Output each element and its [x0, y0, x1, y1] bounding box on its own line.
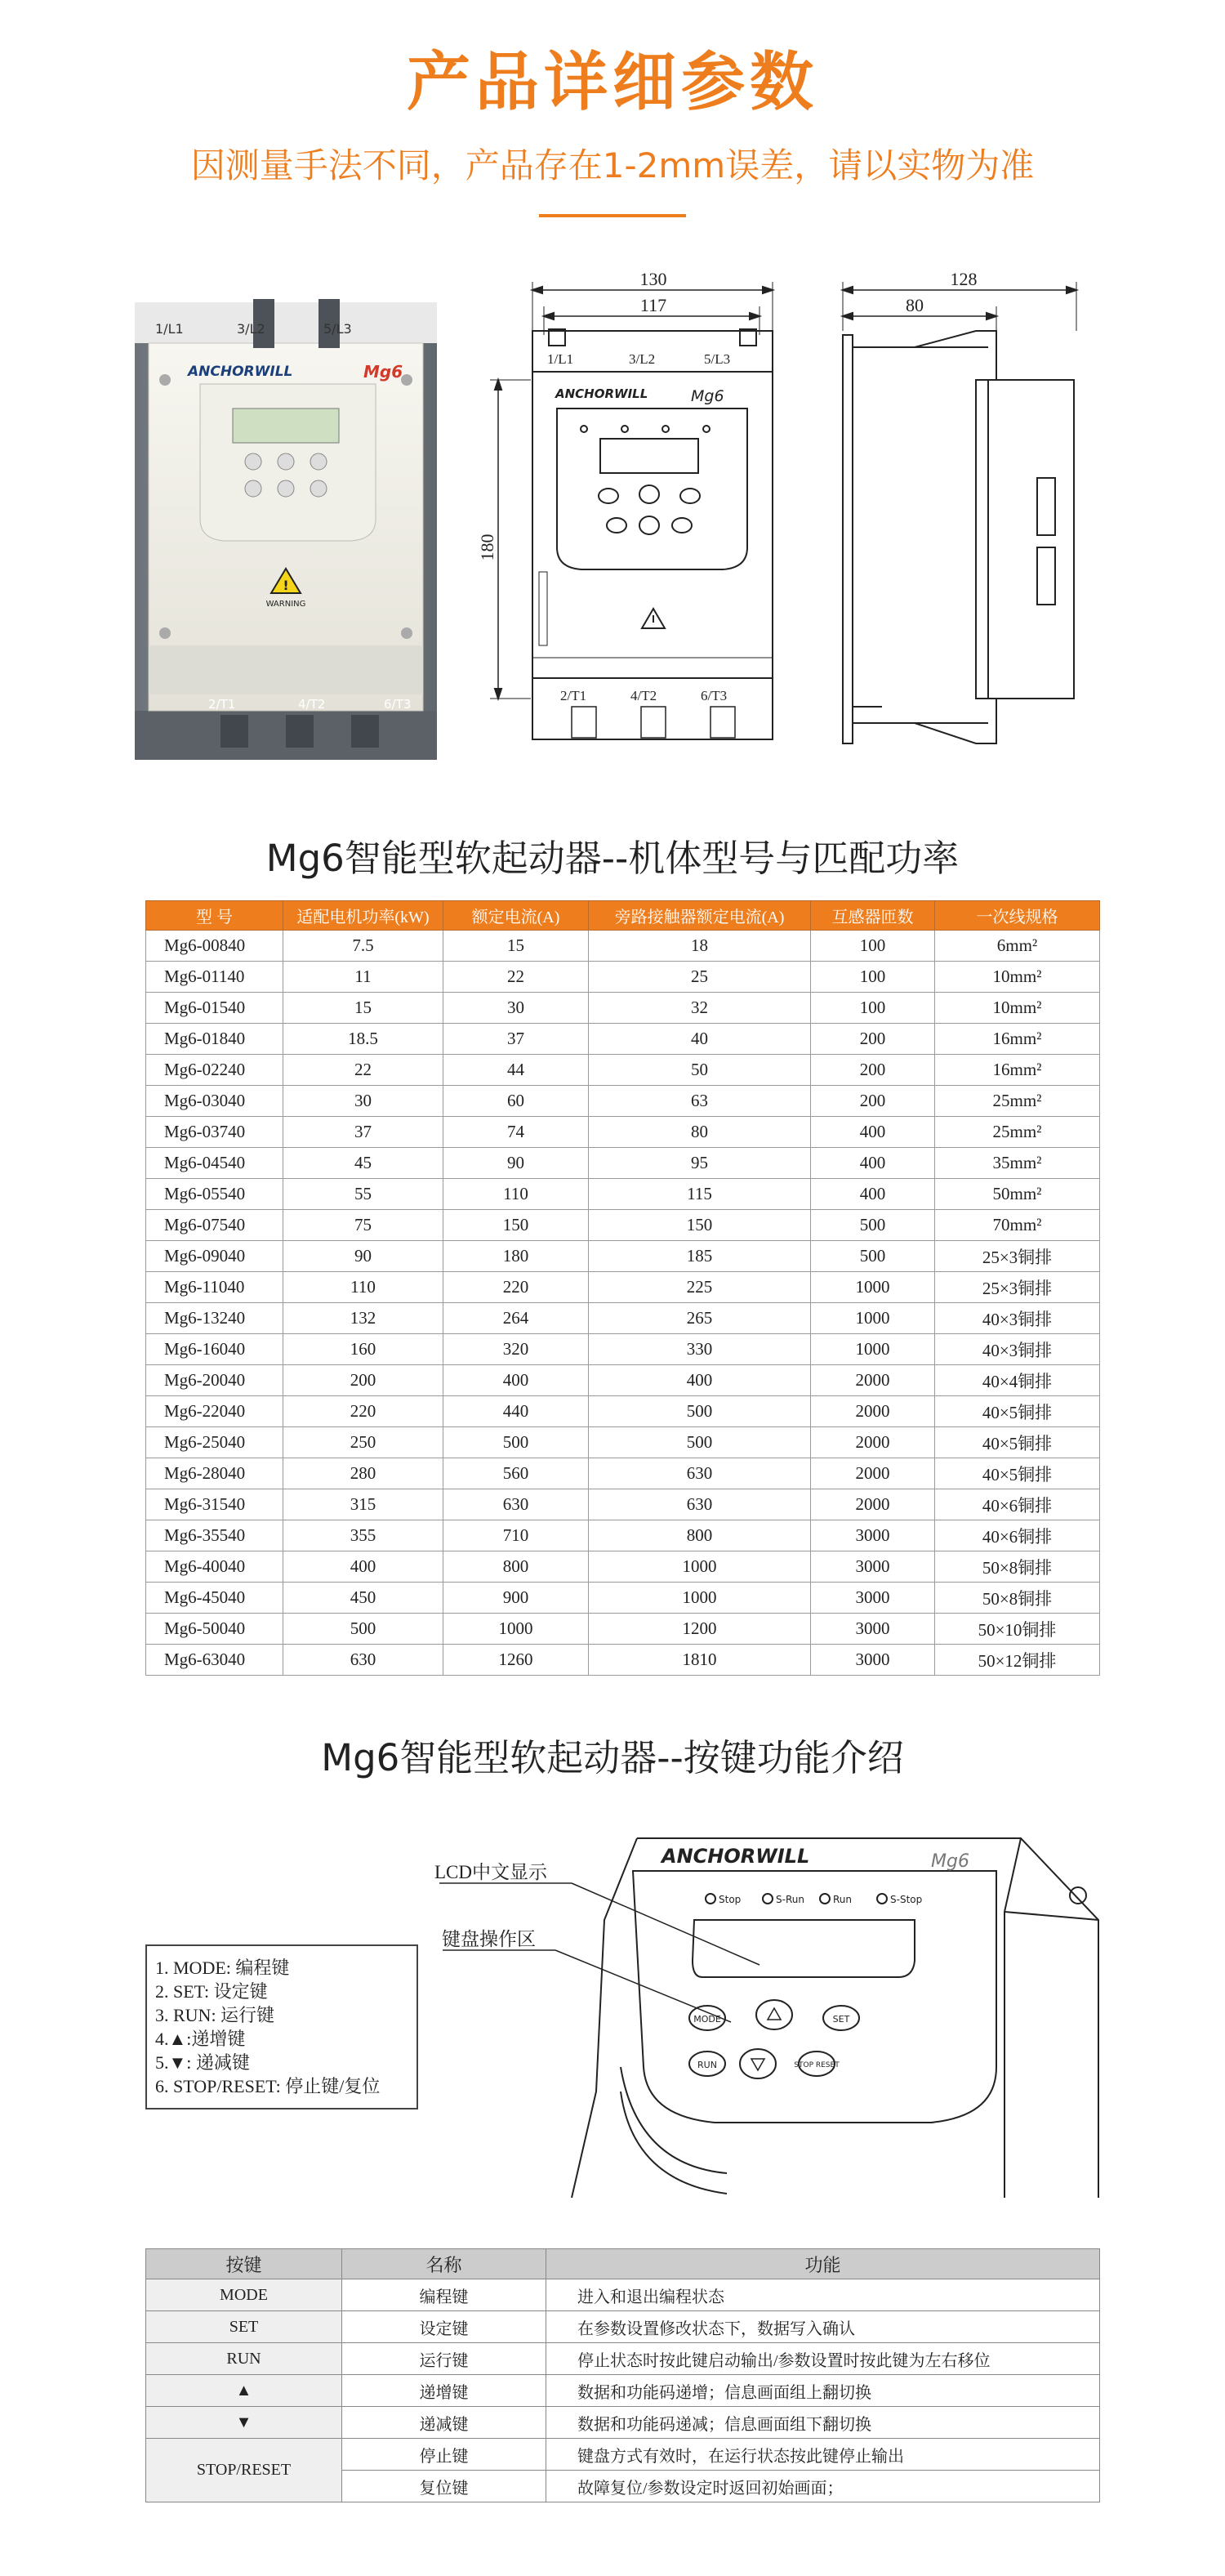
key-table-row: [146, 2407, 1100, 2439]
spec-cell: 265: [589, 1303, 811, 1334]
photo-warning: WARNING: [265, 600, 306, 609]
drawing-brand: ANCHORWILL: [555, 386, 648, 401]
spec-header-cell: 型 号: [146, 901, 283, 931]
spec-cell: 95: [589, 1148, 811, 1179]
spec-cell: 200: [283, 1365, 443, 1396]
spec-cell: 40×5铜排: [935, 1427, 1100, 1458]
spec-row: [146, 1583, 1100, 1614]
spec-cell: 150: [589, 1210, 811, 1241]
product-photo: [131, 302, 441, 760]
key-table-header-name: 名称: [342, 2249, 546, 2279]
spec-cell: 100: [811, 993, 935, 1024]
spec-row: [146, 1272, 1100, 1303]
legend-item: 2. SET: 设定键: [155, 1981, 268, 2002]
spec-cell: 18.5: [283, 1024, 443, 1055]
spec-cell: 40×5铜排: [935, 1396, 1100, 1427]
drawing-terminal-top-3: 5/L3: [704, 351, 731, 367]
spec-cell: 50×8铜排: [935, 1583, 1100, 1614]
spec-cell: 110: [443, 1179, 589, 1210]
callout-keypad: 键盘操作区: [442, 1929, 536, 1949]
spec-cell: Mg6-50040: [146, 1614, 283, 1645]
spec-cell: 100: [811, 931, 935, 962]
spec-cell: 18: [589, 931, 811, 962]
spec-cell: 25mm²: [935, 1086, 1100, 1117]
spec-cell: 330: [589, 1334, 811, 1365]
key-key-cell: MODE: [146, 2279, 342, 2311]
spec-cell: 32: [589, 993, 811, 1024]
legend-item: 6. STOP/RESET: 停止键/复位: [155, 2076, 381, 2096]
spec-row: [146, 993, 1100, 1024]
spec-cell: Mg6-04540: [146, 1148, 283, 1179]
spec-cell: 500: [589, 1427, 811, 1458]
spec-cell: 315: [283, 1489, 443, 1520]
spec-cell: 3000: [811, 1614, 935, 1645]
spec-header-cell: 额定电流(A): [443, 901, 589, 931]
svg-text:Mg6: Mg6: [931, 1851, 969, 1872]
spec-cell: 200: [811, 1055, 935, 1086]
spec-cell: 37: [443, 1024, 589, 1055]
legend-item: 4.▲:递增键: [155, 2029, 246, 2049]
spec-row: [146, 1055, 1100, 1086]
spec-cell: 630: [589, 1489, 811, 1520]
spec-cell: 630: [443, 1489, 589, 1520]
spec-cell: 400: [811, 1117, 935, 1148]
spec-cell: 50×8铜排: [935, 1551, 1100, 1583]
photo-terminal-bottom-3: 6/T3: [384, 697, 412, 712]
drawing-terminal-bottom-2: 4/T2: [630, 688, 657, 703]
spec-row: [146, 1148, 1100, 1179]
key-table-row: [146, 2439, 1100, 2471]
spec-cell: 7.5: [283, 931, 443, 962]
spec-cell: 264: [443, 1303, 589, 1334]
key-name-cell: 递增键: [342, 2375, 546, 2407]
svg-text:!: !: [283, 578, 289, 593]
key-name-cell: 停止键: [342, 2439, 546, 2471]
spec-cell: 500: [811, 1241, 935, 1272]
spec-cell: 400: [811, 1179, 935, 1210]
spec-row: [146, 1645, 1100, 1676]
keys-section-title: Mg6智能型软起动器--按键功能介绍: [321, 1736, 904, 1779]
spec-cell: 50: [589, 1055, 811, 1086]
spec-row: [146, 1179, 1100, 1210]
spec-cell: 40×6铜排: [935, 1520, 1100, 1551]
photo-terminal-top-2: 3/L2: [237, 321, 265, 337]
spec-cell: 25mm²: [935, 1117, 1100, 1148]
spec-cell: 185: [589, 1241, 811, 1272]
dim-side-outer: 128: [950, 269, 978, 289]
spec-cell: Mg6-45040: [146, 1583, 283, 1614]
spec-row: [146, 931, 1100, 962]
spec-cell: 40×5铜排: [935, 1458, 1100, 1489]
spec-cell: 37: [283, 1117, 443, 1148]
spec-header-cell: 互感器匝数: [811, 901, 935, 931]
spec-cell: 100: [811, 962, 935, 993]
spec-cell: Mg6-13240: [146, 1303, 283, 1334]
key-table-row: [146, 2343, 1100, 2375]
spec-cell: 60: [443, 1086, 589, 1117]
spec-cell: Mg6-20040: [146, 1365, 283, 1396]
key-func-cell: 进入和退出编程状态: [546, 2279, 1100, 2311]
spec-cell: 280: [283, 1458, 443, 1489]
spec-cell: Mg6-01540: [146, 993, 283, 1024]
spec-cell: 225: [589, 1272, 811, 1303]
spec-row: [146, 1210, 1100, 1241]
key-name-cell: 复位键: [342, 2471, 546, 2502]
photo-brand: ANCHORWILL: [188, 364, 293, 380]
page-subtitle: 因测量手法不同，产品存在1-2mm误差，请以实物为准: [190, 145, 1035, 185]
spec-row: [146, 1303, 1100, 1334]
spec-cell: 25: [589, 962, 811, 993]
panel-key-set: SET: [832, 2014, 850, 2025]
spec-cell: 500: [443, 1427, 589, 1458]
spec-cell: 150: [443, 1210, 589, 1241]
photo-terminal-top-1: 1/L1: [155, 321, 184, 337]
drawing-terminal-bottom-1: 2/T1: [560, 688, 587, 703]
spec-cell: 1000: [443, 1614, 589, 1645]
spec-row: [146, 962, 1100, 993]
spec-cell: 16mm²: [935, 1024, 1100, 1055]
drawing-terminal-bottom-3: 6/T3: [701, 688, 728, 703]
spec-cell: Mg6-01840: [146, 1024, 283, 1055]
key-function-table: [145, 2248, 1100, 2502]
svg-text:ANCHORWILL: ANCHORWILL: [662, 1845, 810, 1868]
spec-cell: 50×12铜排: [935, 1645, 1100, 1676]
spec-cell: 10mm²: [935, 962, 1100, 993]
spec-cell: 200: [811, 1024, 935, 1055]
spec-cell: Mg6-22040: [146, 1396, 283, 1427]
key-func-cell: 在参数设置修改状态下，数据写入确认: [546, 2311, 1100, 2343]
spec-cell: 90: [283, 1241, 443, 1272]
key-func-cell: 数据和功能码递增；信息画面组上翻切换: [546, 2375, 1100, 2407]
key-table-header-func: 功能: [546, 2249, 1100, 2279]
dim-side-inner: 80: [906, 295, 924, 315]
spec-cell: 40: [589, 1024, 811, 1055]
spec-cell: 15: [443, 931, 589, 962]
spec-row: [146, 1241, 1100, 1272]
spec-cell: 1000: [811, 1272, 935, 1303]
spec-cell: 220: [283, 1396, 443, 1427]
spec-cell: 50×10铜排: [935, 1614, 1100, 1645]
spec-cell: 3000: [811, 1551, 935, 1583]
drawing-terminal-top-1: 1/L1: [547, 351, 574, 367]
key-key-cell: RUN: [146, 2343, 342, 2375]
spec-cell: Mg6-31540: [146, 1489, 283, 1520]
spec-cell: Mg6-01140: [146, 962, 283, 993]
spec-row: [146, 1334, 1100, 1365]
key-func-cell: 停止状态时按此键启动输出/参数设置时按此键为左右移位: [546, 2343, 1100, 2375]
legend-item: 1. MODE: 编程键: [155, 1958, 290, 1978]
drawing-model: Mg6: [691, 387, 724, 405]
spec-cell: 400: [811, 1148, 935, 1179]
spec-cell: 50mm²: [935, 1179, 1100, 1210]
spec-cell: 55: [283, 1179, 443, 1210]
key-key-cell: SET: [146, 2311, 342, 2343]
spec-cell: 630: [589, 1458, 811, 1489]
photo-terminal-bottom-2: 4/T2: [298, 697, 326, 712]
spec-cell: 70mm²: [935, 1210, 1100, 1241]
spec-cell: 115: [589, 1179, 811, 1210]
spec-cell: 560: [443, 1458, 589, 1489]
dim-width-outer: 130: [639, 269, 667, 289]
spec-cell: 75: [283, 1210, 443, 1241]
front-dimension-drawing: [477, 266, 792, 772]
key-table-header-key: 按键: [146, 2249, 342, 2279]
spec-cell: 63: [589, 1086, 811, 1117]
spec-cell: 40×6铜排: [935, 1489, 1100, 1520]
spec-cell: 320: [443, 1334, 589, 1365]
key-name-cell: 运行键: [342, 2343, 546, 2375]
spec-row: [146, 1396, 1100, 1427]
spec-cell: 2000: [811, 1458, 935, 1489]
spec-cell: 15: [283, 993, 443, 1024]
indicator-run: Run: [833, 1894, 853, 1905]
spec-cell: Mg6-00840: [146, 931, 283, 962]
callout-lcd: LCD中文显示: [434, 1862, 547, 1882]
key-func-cell: 数据和功能码递减；信息画面组下翻切换: [546, 2407, 1100, 2439]
key-name-cell: 递减键: [342, 2407, 546, 2439]
legend-item: 3. RUN: 运行键: [155, 2005, 275, 2025]
spec-cell: 900: [443, 1583, 589, 1614]
spec-cell: 11: [283, 962, 443, 993]
spec-cell: 1200: [589, 1614, 811, 1645]
spec-cell: 1000: [811, 1334, 935, 1365]
spec-cell: 44: [443, 1055, 589, 1086]
spec-cell: 30: [443, 993, 589, 1024]
spec-cell: 132: [283, 1303, 443, 1334]
key-func-cell: 键盘方式有效时，在运行状态按此键停止输出: [546, 2439, 1100, 2471]
spec-cell: 710: [443, 1520, 589, 1551]
photo-terminal-bottom-1: 2/T1: [208, 697, 236, 712]
spec-row: [146, 1458, 1100, 1489]
spec-cell: 10mm²: [935, 993, 1100, 1024]
spec-cell: 200: [811, 1086, 935, 1117]
spec-cell: 3000: [811, 1645, 935, 1676]
spec-cell: 400: [283, 1551, 443, 1583]
key-name-cell: 设定键: [342, 2311, 546, 2343]
spec-cell: 16mm²: [935, 1055, 1100, 1086]
spec-cell: 2000: [811, 1365, 935, 1396]
title-divider: [539, 214, 686, 217]
spec-row: [146, 1365, 1100, 1396]
spec-cell: 630: [283, 1645, 443, 1676]
spec-cell: 2000: [811, 1396, 935, 1427]
spec-cell: 250: [283, 1427, 443, 1458]
spec-cell: 800: [589, 1520, 811, 1551]
page-title: 产品详细参数: [406, 46, 818, 119]
spec-cell: 3000: [811, 1583, 935, 1614]
spec-cell: 500: [589, 1396, 811, 1427]
spec-cell: 2000: [811, 1489, 935, 1520]
spec-cell: 74: [443, 1117, 589, 1148]
spec-cell: 2000: [811, 1427, 935, 1458]
spec-cell: 400: [443, 1365, 589, 1396]
spec-cell: 22: [443, 962, 589, 993]
photo-terminal-top-3: 5/L3: [323, 321, 352, 337]
spec-row: [146, 1024, 1100, 1055]
spec-row: [146, 1117, 1100, 1148]
spec-cell: 3000: [811, 1520, 935, 1551]
spec-cell: 80: [589, 1117, 811, 1148]
spec-cell: 400: [589, 1365, 811, 1396]
key-table-row: [146, 2279, 1100, 2311]
photo-model: Mg6: [363, 362, 403, 382]
spec-section-title: Mg6智能型软起动器--机体型号与匹配功率: [265, 837, 960, 880]
spec-cell: Mg6-40040: [146, 1551, 283, 1583]
spec-cell: 40×3铜排: [935, 1303, 1100, 1334]
spec-cell: 1000: [589, 1551, 811, 1583]
spec-row: [146, 1427, 1100, 1458]
spec-cell: Mg6-03740: [146, 1117, 283, 1148]
spec-cell: 90: [443, 1148, 589, 1179]
indicator-stop: Stop: [719, 1894, 742, 1905]
spec-row: [146, 1520, 1100, 1551]
panel-key-run: RUN: [697, 2060, 717, 2070]
spec-cell: 45: [283, 1148, 443, 1179]
side-dimension-drawing: [833, 266, 1094, 772]
spec-cell: 40×3铜排: [935, 1334, 1100, 1365]
spec-cell: 25×3铜排: [935, 1272, 1100, 1303]
key-legend: [145, 1944, 418, 2109]
key-name-cell: 编程键: [342, 2279, 546, 2311]
spec-cell: 22: [283, 1055, 443, 1086]
spec-cell: 160: [283, 1334, 443, 1365]
spec-cell: 1000: [811, 1303, 935, 1334]
keypad-panel-drawing: [433, 1822, 1102, 2198]
dim-height: 180: [477, 534, 497, 561]
drawing-terminal-top-2: 3/L2: [629, 351, 656, 367]
spec-cell: Mg6-03040: [146, 1086, 283, 1117]
spec-cell: Mg6-09040: [146, 1241, 283, 1272]
key-cell: STOP/RESET: [146, 2439, 342, 2502]
spec-row: [146, 1489, 1100, 1520]
spec-row: [146, 1551, 1100, 1583]
spec-header-cell: 适配电机功率(kW): [283, 901, 443, 931]
spec-cell: 1810: [589, 1645, 811, 1676]
key-key-cell: ▼: [146, 2407, 342, 2439]
spec-cell: 500: [283, 1614, 443, 1645]
panel-key-stop-reset: STOP RESET: [794, 2061, 840, 2069]
spec-row: [146, 1614, 1100, 1645]
spec-cell: 355: [283, 1520, 443, 1551]
indicator-s-stop: S-Stop: [890, 1894, 923, 1905]
spec-cell: Mg6-28040: [146, 1458, 283, 1489]
spec-cell: 25×3铜排: [935, 1241, 1100, 1272]
spec-cell: 1000: [589, 1583, 811, 1614]
dim-width-inner: 117: [639, 295, 667, 315]
key-table-row: [146, 2311, 1100, 2343]
spec-cell: 440: [443, 1396, 589, 1427]
spec-cell: 1260: [443, 1645, 589, 1676]
panel-key-mode: MODE: [693, 2014, 721, 2025]
spec-cell: Mg6-25040: [146, 1427, 283, 1458]
spec-cell: 450: [283, 1583, 443, 1614]
spec-cell: 6mm²: [935, 931, 1100, 962]
spec-header-cell: 旁路接触器额定电流(A): [589, 901, 811, 931]
key-key-cell: ▲: [146, 2375, 342, 2407]
spec-cell: 180: [443, 1241, 589, 1272]
spec-cell: 500: [811, 1210, 935, 1241]
spec-table: [145, 900, 1100, 1676]
spec-cell: Mg6-05540: [146, 1179, 283, 1210]
spec-cell: Mg6-35540: [146, 1520, 283, 1551]
spec-row: [146, 1086, 1100, 1117]
spec-cell: 30: [283, 1086, 443, 1117]
spec-cell: Mg6-07540: [146, 1210, 283, 1241]
spec-cell: 220: [443, 1272, 589, 1303]
legend-item: 5.▼: 递减键: [155, 2052, 250, 2073]
spec-cell: Mg6-16040: [146, 1334, 283, 1365]
key-table-row: [146, 2375, 1100, 2407]
key-func-cell: 故障复位/参数设定时返回初始画面；: [546, 2471, 1100, 2502]
spec-cell: Mg6-02240: [146, 1055, 283, 1086]
spec-cell: 800: [443, 1551, 589, 1583]
spec-cell: 110: [283, 1272, 443, 1303]
spec-cell: Mg6-11040: [146, 1272, 283, 1303]
indicator-s-run: S-Run: [776, 1894, 804, 1905]
spec-cell: Mg6-63040: [146, 1645, 283, 1676]
spec-cell: 40×4铜排: [935, 1365, 1100, 1396]
spec-cell: 35mm²: [935, 1148, 1100, 1179]
spec-header-cell: 一次线规格: [935, 901, 1100, 931]
